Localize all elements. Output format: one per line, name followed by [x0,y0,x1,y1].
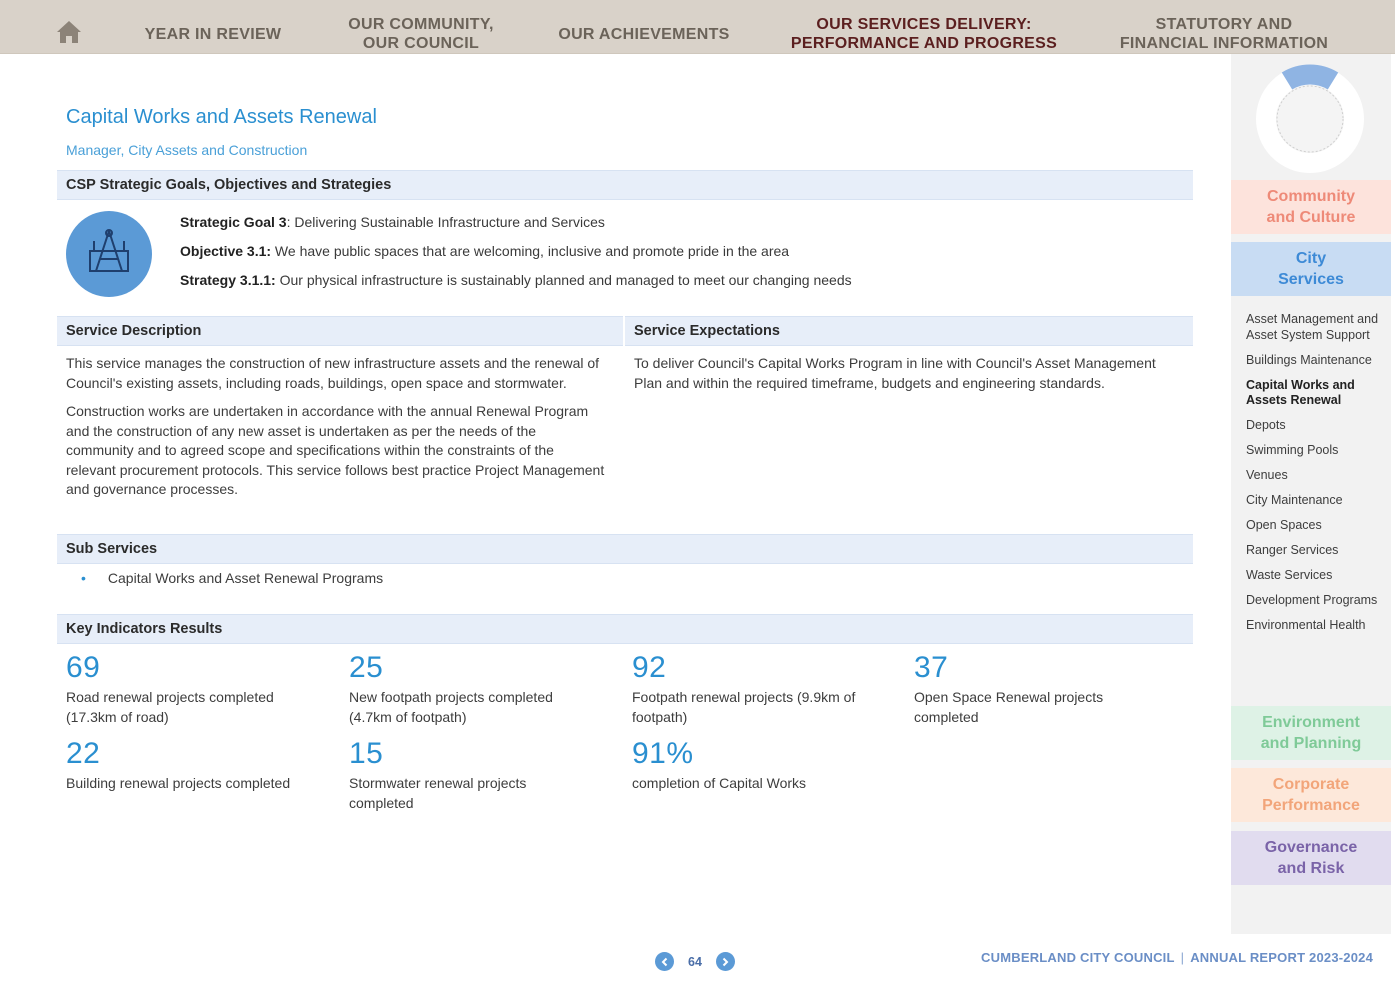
service-expectations-heading: Service Expectations [625,316,1193,346]
home-icon[interactable] [56,20,82,44]
page-number: 64 [688,954,702,969]
tab-community-culture[interactable] [1231,180,1391,234]
nav-services-delivery-line2: PERFORMANCE AND PROGRESS [790,35,1058,52]
nav-services-delivery[interactable] [780,15,1068,53]
sidebar-item-open-spaces[interactable]: Open Spaces [1246,518,1322,532]
sidebar-item-development-programs[interactable]: Development Programs [1246,593,1378,607]
sidebar-item-buildings-maintenance[interactable]: Buildings Maintenance [1246,352,1372,367]
service-expectations-body: To deliver Council's Capital Works Program in line with Council's Asset Management Plan and within the required timeframe, budgets and engineering standards. [634,355,1156,391]
service-description-body [66,354,606,509]
tab-environment-line2: and Planning [1260,735,1362,752]
nav-statutory-line1: STATUTORY AND [1155,16,1293,33]
sidebar-item-asset-management[interactable]: Asset Management and Asset System Support [1246,312,1379,342]
sidebar-item-waste-services[interactable]: Waste Services [1246,568,1333,582]
nav-services-delivery-line1: OUR SERVICES DELIVERY: [816,16,1032,33]
tab-governance-line2: and Risk [1277,860,1345,877]
section-sidebar [1231,54,1391,934]
kpi-label: New footpath projects completed (4.7km of footpath) [349,689,553,725]
tab-city-line1: City [1295,250,1327,267]
kpi-capital-works-completion [632,738,892,794]
kpi-label: Footpath renewal projects (9.9km of footpath) [632,689,856,725]
tab-community-line1: Community [1267,188,1355,205]
tab-city-line2: Services [1278,271,1344,288]
nav-our-achievements[interactable]: OUR ACHIEVEMENTS [558,26,730,43]
tab-community-line2: and Culture [1266,209,1356,226]
kpi-road-renewal [66,652,326,727]
kpi-value: 69 [66,651,101,684]
nav-statutory-line2: FINANCIAL INFORMATION [1119,35,1329,52]
nav-our-community-line2: OUR COUNCIL [362,35,480,52]
service-description-p1: This service manages the construction of new infrastructure assets and the renewal of Council's existing assets, including roads, buildings, open space and stormwater. [66,355,600,391]
tab-city-services[interactable] [1231,242,1391,296]
csp-goal-lines [180,208,852,295]
section-progress-donut [1255,64,1365,174]
sidebar-item-depots[interactable]: Depots [1246,418,1286,432]
service-description-p2: Construction works are undertaken in accordance with the annual Renewal Program and the construction of any new asset is undertaken as per the needs of the community and to agreed scope and specifications within the constraints of the relevant procurement protocols. This service follows best practice Project Management and governance processes. [66,403,605,497]
footer-org: CUMBERLAND CITY COUNCIL [981,950,1175,965]
kpi-value: 92 [632,651,667,684]
city-services-links [1246,312,1386,643]
tab-governance-line1: Governance [1264,839,1358,856]
strategy-text: Our physical infrastructure is sustainably planned and managed to meet our changing needs [275,272,852,288]
kpi-label: completion of Capital Works [632,775,807,791]
kpi-value: 37 [914,651,949,684]
objective-line [180,237,852,266]
nav-year-in-review[interactable]: YEAR IN REVIEW [144,26,282,43]
sidebar-item-swimming-pools[interactable]: Swimming Pools [1246,443,1339,457]
kpi-label: Stormwater renewal projects completed [349,775,527,811]
sidebar-item-venues[interactable]: Venues [1246,468,1288,482]
top-navigation [0,0,1395,54]
bullet-icon: • [81,570,86,586]
kpi-label: Road renewal projects completed (17.3km of road) [66,689,274,725]
infrastructure-icon [66,211,152,297]
tab-corporate-line2: Performance [1262,797,1360,814]
kpi-value: 91% [632,737,694,770]
kpi-label: Open Space Renewal projects completed [914,689,1104,725]
sidebar-item-city-maintenance[interactable]: City Maintenance [1246,493,1343,507]
sidebar-item-capital-works[interactable]: Capital Works and Assets Renewal [1246,377,1355,407]
footer-report: ANNUAL REPORT 2023-2024 [1190,950,1373,965]
kpi-value: 25 [349,651,384,684]
objective-text: We have public spaces that are welcoming, inclusive and promote pride in the area [271,243,790,259]
kpi-stormwater-renewal [349,738,569,813]
next-page-button[interactable] [716,952,735,971]
tab-environment-planning[interactable] [1231,706,1391,760]
kpi-heading: Key Indicators Results [57,614,1193,644]
strategy-label: Strategy 3.1.1: [180,272,276,288]
kpi-new-footpath [349,652,589,727]
kpi-open-space-renewal [914,652,1154,727]
kpi-footpath-renewal [632,652,882,727]
footer-separator: | [1180,950,1185,965]
chevron-left-icon [660,957,670,967]
sub-service-item [81,570,383,586]
previous-page-button[interactable] [655,952,674,971]
sidebar-item-ranger-services[interactable]: Ranger Services [1246,543,1339,557]
nav-our-community[interactable] [330,15,512,53]
chevron-right-icon [720,957,730,967]
kpi-value: 15 [349,737,384,770]
strategic-goal-label: Strategic Goal 3 [180,214,287,230]
sub-service-label: Capital Works and Asset Renewal Programs [107,570,384,586]
strategic-goal-text: : Delivering Sustainable Infrastructure and Services [286,214,605,230]
nav-our-community-line1: OUR COMMUNITY, [348,16,494,33]
sidebar-item-environmental-health[interactable]: Environmental Health [1246,618,1366,632]
nav-statutory-financial[interactable] [1108,15,1340,53]
page-subtitle: Manager, City Assets and Construction [66,142,308,158]
tab-corporate-line1: Corporate [1272,776,1350,793]
objective-label: Objective 3.1: [180,243,272,259]
csp-heading: CSP Strategic Goals, Objectives and Strategies [57,170,1193,200]
pagination [655,952,735,971]
kpi-building-renewal [66,738,326,794]
strategic-goal-line [180,208,852,237]
kpi-value: 22 [66,737,101,770]
footer-report-title [981,950,1373,965]
tab-governance-risk[interactable] [1231,831,1391,885]
page-title: Capital Works and Assets Renewal [66,106,377,128]
service-description-heading: Service Description [57,316,623,346]
sub-services-heading: Sub Services [57,534,1193,564]
tab-environment-line1: Environment [1262,714,1360,731]
strategy-line [180,266,852,295]
kpi-label: Building renewal projects completed [66,775,291,791]
tab-corporate-performance[interactable] [1231,768,1391,822]
